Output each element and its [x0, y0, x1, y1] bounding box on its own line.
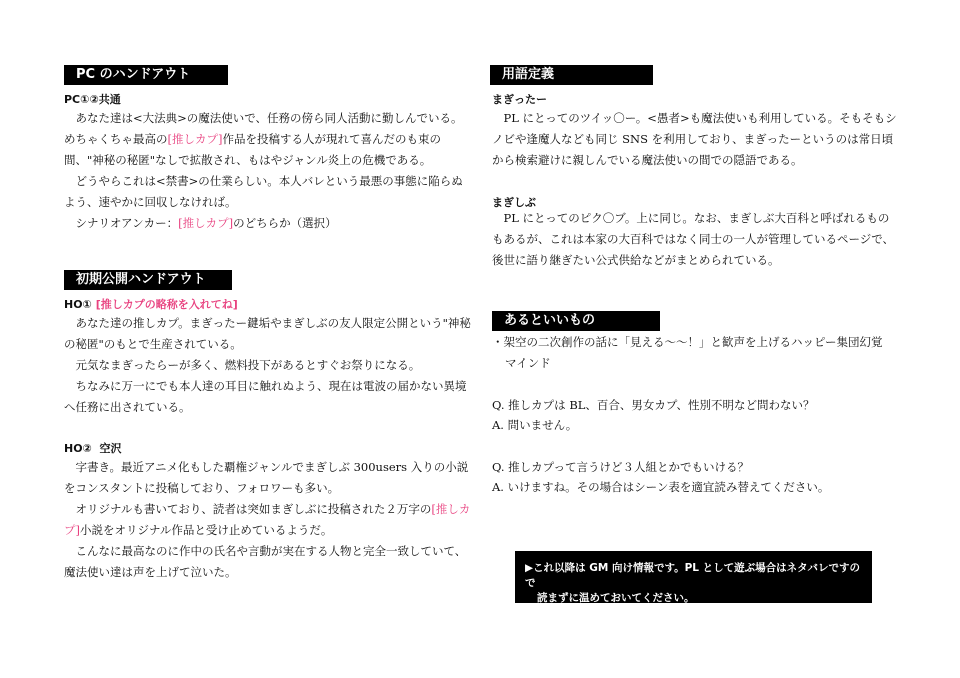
- ho1-name-placeholder: [推しカプの略称を入れてね]: [95, 298, 238, 311]
- gm-notice-box: [515, 551, 872, 603]
- faq-answer-1: A. 問いません。: [492, 418, 578, 432]
- definition-magitter: PL にとってのツイッ〇ー。<愚者>も魔法使いも利用している。そもそもシノビや逢魔人なども同じ SNS を利用しており、まぎったーというのは常日頃から検索避けに親しんでいる魔法使いの間での隠語である。: [492, 111, 897, 167]
- recommended-item-cont: マインド: [505, 356, 551, 370]
- handout-paragraph-1: あなた達は<大法典>の魔法使いで、任務の傍ら同人活動に勤しんでいる。めちゃくちゃ最高の[推しカプ]作品を投稿する人が現れて喜んだのも束の間、"神秘の秘匿"なしで拡散され、もはやジャンル炎上の危機である。: [64, 111, 463, 167]
- definition-magishibu: PL にとってのピク〇ブ。上に同じ。なお、まぎしぶ大百科と呼ばれるものもあるが、これは本家の大百科ではなく同士の一人が管理しているページで、後世に語り継ぎたい公式供給などがまとめられている。: [492, 211, 895, 267]
- gm-notice-line-2: 読まずに温めておいてください。: [537, 592, 695, 604]
- ho2-paragraph-3: こんなに最高なのに作中の氏名や言動が実在する人物と完全一致していて、魔法使い達は声を上げて泣いた。: [64, 544, 467, 579]
- ho1-paragraph-3: ちなみに万一にでも本人達の耳目に触れぬよう、現在は電波の届かない異境へ任務に出されている。: [64, 379, 467, 414]
- ho1-paragraph-1: あなた達の推しカプ。まぎったー鍵垢やまぎしぶの友人限定公開という"神秘の秘匿"のもとで生産されている。: [64, 316, 471, 351]
- glossary-header: 用語定義: [490, 65, 653, 85]
- recommended-item: ・架空の二次創作の話に「見える～～！」と歓声を上げるハッピー集団幻覚: [492, 335, 883, 349]
- ho2-subheading: HO② 空沢: [64, 442, 122, 455]
- handout-paragraph-2: どうやらこれは<禁書>の仕業らしい。本人バレという最悪の事態に陥らぬよう、速やかに回収しなければ。: [64, 174, 463, 209]
- faq-question-1: Q. 推しカプは BL、百合、男女カプ、性別不明など問わない？: [492, 398, 815, 412]
- ho1-subheading: HO① [推しカプの略称を入れてね]: [64, 298, 238, 311]
- initial-handout-header: 初期公開ハンドアウト: [64, 270, 232, 290]
- gm-notice-line-1: ▶これ以降は GM 向け情報です。PL として遊ぶ場合はネタバレですので: [525, 562, 861, 589]
- faq-question-2: Q. 推しカプって言うけど３人組とかでもいける？: [492, 460, 749, 474]
- handout-subheading: PC①②共通: [64, 93, 121, 106]
- ho2-paragraph-2: オリジナルも書いており、読者は突如まぎしぶに投稿された２万字の[推しカプ]小説をオリジナル作品と受け止めているようだ。: [64, 502, 471, 537]
- faq-answer-2: A. いけますね。その場合はシーン表を適宜読み替えてください。: [492, 480, 830, 494]
- scenario-anchor: シナリオアンカー：[推しカプ]のどちらか（選択）: [75, 216, 337, 230]
- recommended-header: あるといいもの: [492, 311, 660, 331]
- oshi-cp-placeholder: [推しカプ]: [167, 132, 223, 146]
- oshi-cp-placeholder: [推しカプ]: [178, 216, 234, 230]
- oshi-cp-placeholder: [推しカプ]: [64, 502, 471, 537]
- handout-header: PC のハンドアウト: [64, 65, 228, 85]
- ho1-paragraph-2: 元気なまぎったらーが多く、燃料投下があるとすぐお祭りになる。: [75, 358, 421, 372]
- ho2-paragraph-1: 字書き。最近アニメ化もした覇権ジャンルでまぎしぶ 300users 入りの小説をコンスタントに投稿しており、フォロワーも多い。: [64, 460, 469, 495]
- term-magishibu: まぎしぶ: [492, 196, 536, 209]
- term-magitter: まぎったー: [492, 93, 547, 106]
